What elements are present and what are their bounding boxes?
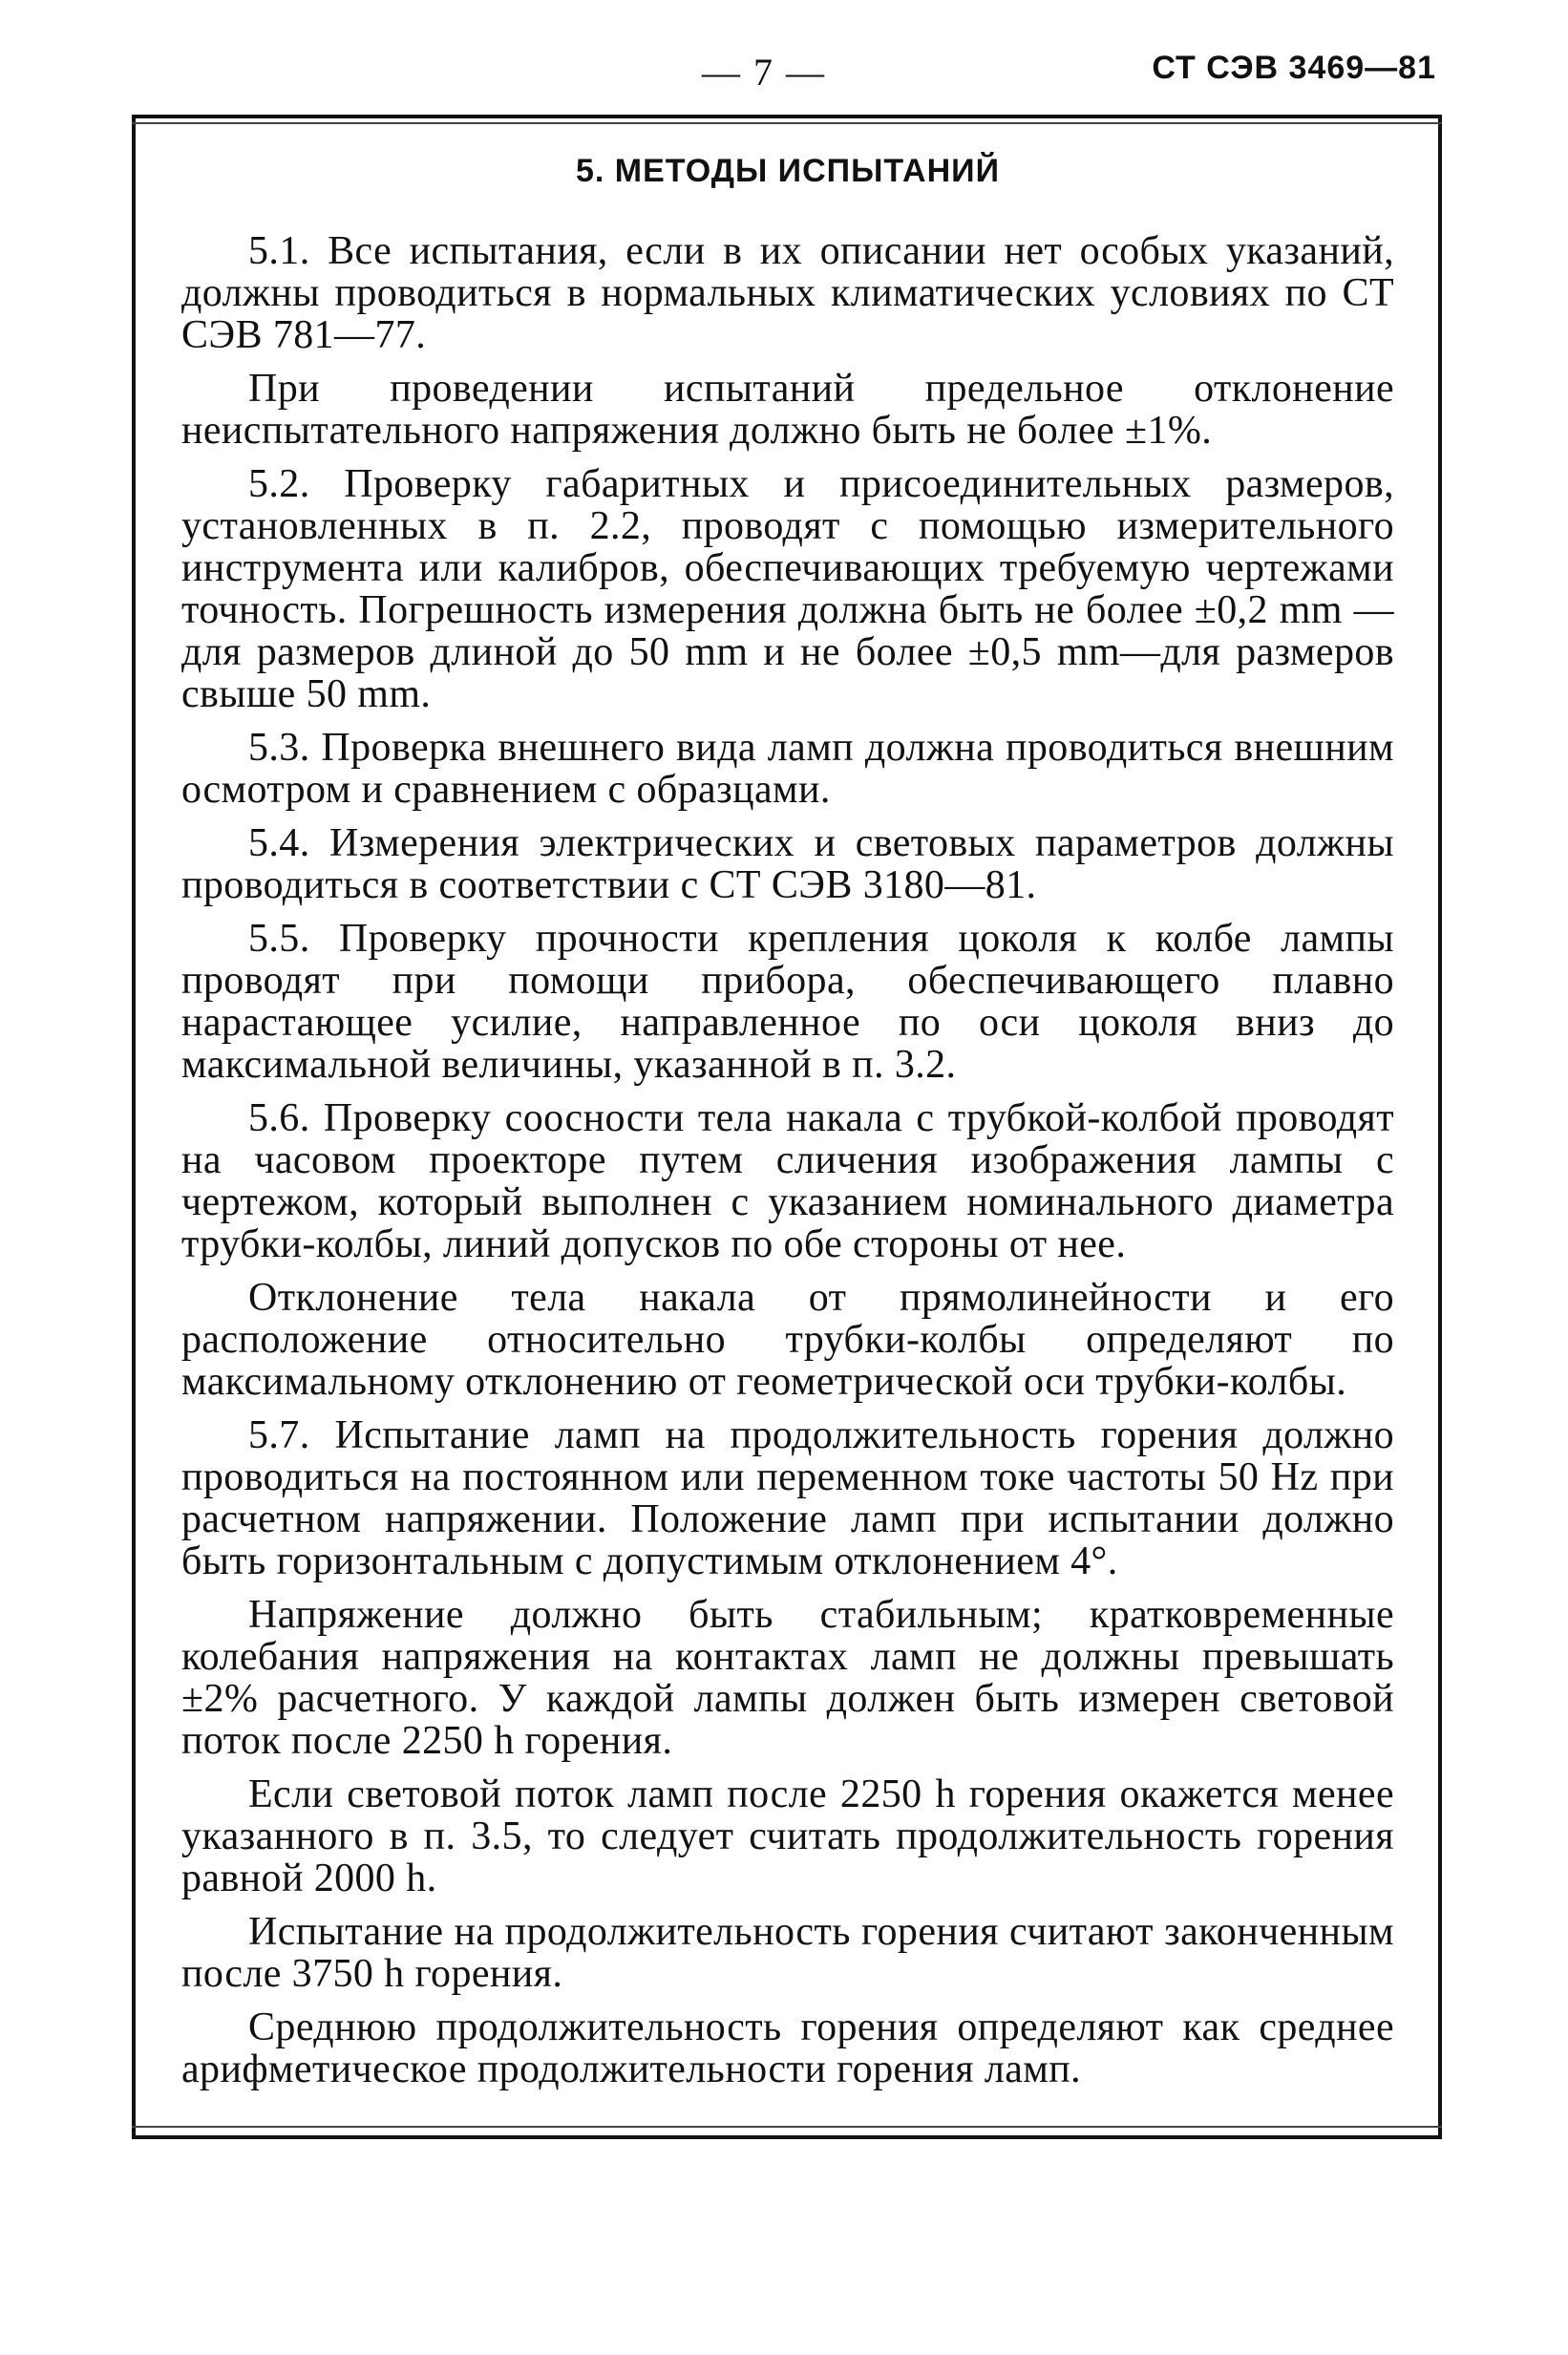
frame-inner-top-rule [132, 122, 1442, 124]
paragraph-5-2: 5.2. Проверку габаритных и присоединительных размеров, установленных в п. 2.2, проводят с помощью измерительного инструмента или калибров, обеспечивающих требуемую чертежами точность. Погрешность измерения должна быть не более ±0,2 mm — для размеров длиной до 50 mm и не более ±0,5 mm—для размеров свыше 50 mm. [181, 462, 1394, 716]
paragraph-5-7: 5.7. Испытание ламп на продолжительность горения должно проводиться на постоянном или переменном токе частоты 50 Hz при расчетном напряжении. Положение ламп при испытании должно быть горизонтальным с допустимым отклонением 4°. [181, 1413, 1394, 1583]
paragraph-5-7-voltage: Напряжение должно быть стабильным; кратковременные колебания напряжения на контактах ламп не должны превышать ±2% расчетного. У каждой лампы должен быть измерен световой поток после 2250 h горения. [181, 1593, 1394, 1763]
page-number: — 7 — [702, 51, 826, 94]
frame-inner-bottom-rule [132, 2126, 1442, 2128]
paragraph-5-6: 5.6. Проверку соосности тела накала с трубкой-колбой проводят на часовом проекторе путем сличения изображения лампы с чертежом, который выполнен с указанием номинального диаметра трубки-колбы, линий допусков по обе стороны от нее. [181, 1096, 1394, 1266]
paragraph-5-1-note: При проведении испытаний предельное отклонение неиспытательного напряжения должно быть не более ±1%. [181, 367, 1394, 453]
paragraph-5-4: 5.4. Измерения электрических и световых параметров должны проводиться в соответствии с СТ СЭВ 3180—81. [181, 821, 1394, 907]
section-title: 5. МЕТОДЫ ИСПЫТАНИЙ [576, 153, 1000, 189]
paragraph-5-7-end: Испытание на продолжительность горения считают законченным после 3750 h горения. [181, 1910, 1394, 1996]
document-body [181, 153, 1394, 2102]
paragraph-5-6-deviation: Отклонение тела накала от прямолинейности и его расположение относительно трубки-колбы определяют по максимальному отклонению от геометрической оси трубки-колбы. [181, 1276, 1394, 1404]
paragraph-5-3: 5.3. Проверка внешнего вида ламп должна проводиться внешним осмотром и сравнением с образцами. [181, 726, 1394, 812]
document-code: СТ СЭВ 3469—81 [1152, 50, 1436, 86]
paragraph-5-1: 5.1. Все испытания, если в их описании нет особых указаний, должны проводиться в нормальных климатических условиях по СТ СЭВ 781—77. [181, 229, 1394, 357]
paragraph-5-7-flux: Если световой поток ламп после 2250 h горения окажется менее указанного в п. 3.5, то следует считать продолжительность горения равной 2000 h. [181, 1772, 1394, 1900]
paragraph-5-5: 5.5. Проверку прочности крепления цоколя к колбе лампы проводят при помощи прибора, обеспечивающего плавно нарастающее усилие, направленное по оси цоколя вниз до максимальной величины, указанной в п. 3.2. [181, 917, 1394, 1087]
paragraph-5-7-average: Среднюю продолжительность горения определяют как среднее арифметическое продолжительности горения ламп. [181, 2005, 1394, 2091]
